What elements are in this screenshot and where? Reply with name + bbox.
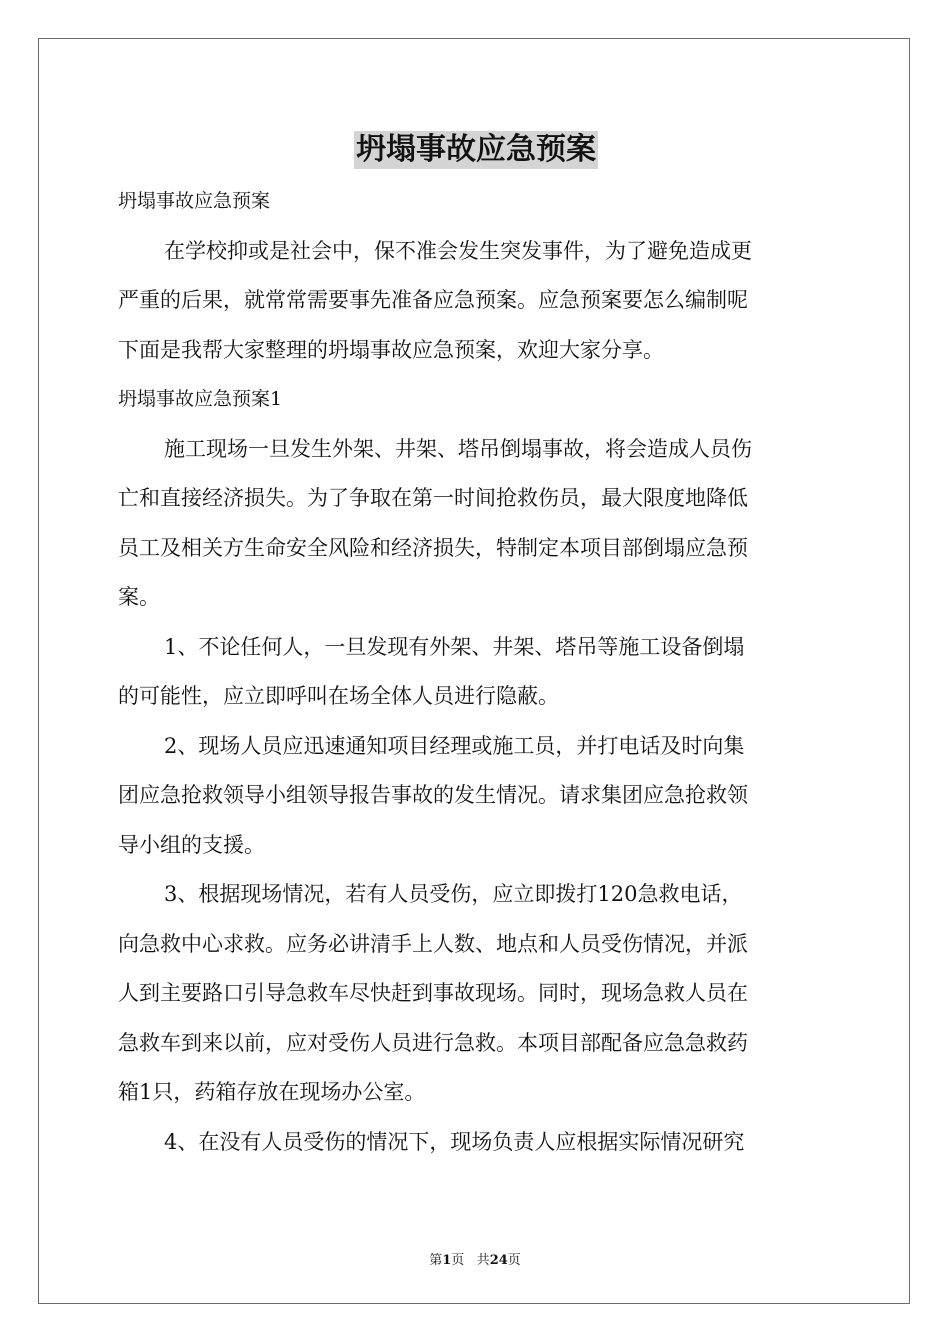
page-prefix: 第: [429, 1253, 443, 1268]
paragraph-line: 4、在没有人员受伤的情况下，现场负责人应根据实际情况研究: [164, 1129, 745, 1154]
paragraph-line: 员工及相关方生命安全风险和经济损失，特制定本项目部倒塌应急预: [118, 535, 748, 560]
page-footer: [39, 1249, 911, 1268]
total-pages: 24: [489, 1253, 508, 1268]
paragraph-line: 导小组的支援。: [118, 832, 265, 857]
paragraph-line: 亡和直接经济损失。为了争取在第一时间抢救伤员，最大限度地降低: [118, 486, 748, 510]
paragraph-line: 案。: [118, 585, 160, 609]
paragraph-line: 箱1只，药箱存放在现场办公室。: [118, 1080, 426, 1104]
paragraph-line: 1、不论任何人，一旦发现有外架、井架、塔吊等施工设备倒塌: [164, 634, 745, 659]
paragraph-line: 在学校抑或是社会中，保不准会发生突发事件，为了避免造成更: [164, 238, 752, 263]
page-number: 1: [442, 1253, 452, 1268]
paragraph-line: 施工现场一旦发生外架、井架、塔吊倒塌事故，将会造成人员伤: [164, 436, 752, 461]
section-heading: 坍塌事故应急预案: [118, 190, 271, 212]
paragraph-line: 严重的后果，就常常需要事先准备应急预案。应急预案要怎么编制呢: [118, 288, 748, 312]
document-body: [118, 131, 834, 1167]
document-page: [38, 38, 910, 1304]
paragraph-line: 团应急抢救领导小组领导报告事故的发生情况。请求集团应急抢救领: [118, 783, 748, 807]
paragraph-line: 下面是我帮大家整理的坍塌事故应急预案，欢迎大家分享。: [118, 337, 664, 362]
total-suffix: 页: [507, 1253, 521, 1268]
document-title: 坍塌事故应急预案: [356, 132, 596, 167]
paragraph-line: 2、现场人员应迅速通知项目经理或施工员，并打电话及时向集: [164, 733, 745, 758]
text-lines: [118, 177, 834, 1167]
paragraph-line: 3、根据现场情况，若有人员受伤，应立即拨打120急救电话，: [164, 882, 743, 906]
paragraph-line: 急救车到来以前，应对受伤人员进行急救。本项目部配备应急急救药: [118, 1030, 748, 1055]
section-heading: 坍塌事故应急预案1: [118, 388, 283, 410]
paragraph-line: 向急救中心求救。应务必讲清手上人数、地点和人员受伤情况，并派: [118, 931, 748, 956]
paragraph-line: 人到主要路口引导急救车尽快赶到事故现场。同时，现场急救人员在: [118, 981, 748, 1005]
paragraph-line: 的可能性，应立即呼叫在场全体人员进行隐蔽。: [118, 684, 559, 708]
total-prefix: 共: [476, 1253, 490, 1268]
page-suffix: 页: [451, 1253, 465, 1268]
title-wrap: [118, 131, 834, 169]
